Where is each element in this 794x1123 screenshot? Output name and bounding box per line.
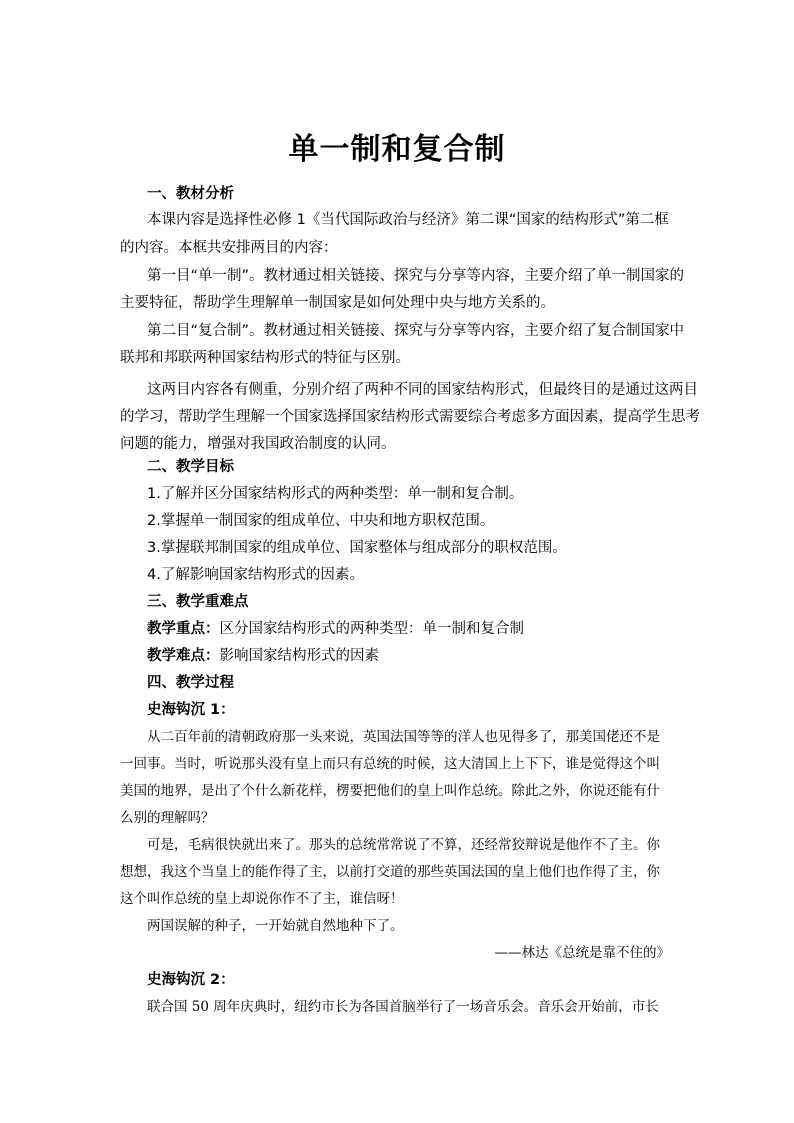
difficulty-text: 影响国家结构形式的因素 <box>219 648 379 664</box>
paragraph-line: 这两目内容各有侧重，分别介绍了两种不同的国家结构形式，但最终目的是通过这两目 <box>147 382 698 398</box>
paragraph-line: 的内容。本框共安排两目的内容： <box>120 240 338 256</box>
key-point-line <box>147 619 703 639</box>
goal-item: 4.了解影响国家结构形式的因素。 <box>147 567 364 583</box>
paragraph-line: 的学习，帮助学生理解一个国家选择国家结构形式需要综合考虑多方面因素，提高学生思考 <box>120 409 700 425</box>
quote-line: 这个叫作总统的皇上却说你作不了主，谁信呀！ <box>120 891 404 907</box>
story-heading-1: 史海钩沉 1： <box>147 702 235 718</box>
paragraph-line: 第一目“单一制”。教材通过相关链接、探究与分享等内容，主要介绍了单一制国家的 <box>147 268 685 284</box>
key-point-text: 区分国家结构形式的两种类型：单一制和复合制 <box>219 621 524 637</box>
section-heading-teaching-goals: 二、教学目标 <box>147 459 234 475</box>
quote-line: 两国误解的种子，一开始就自然地种下了。 <box>147 918 404 934</box>
goal-item: 3.掌握联邦制国家的组成单位、国家整体与组成部分的职权范围。 <box>147 540 567 556</box>
page-title: 单一制和复合制 <box>288 132 506 167</box>
quote-source: ——林达《总统是靠不住的》 <box>494 945 670 961</box>
section-heading-teaching-process: 四、教学过程 <box>147 675 234 691</box>
quote-line: 么别的理解吗？ <box>120 810 215 826</box>
section-heading-key-points: 三、教学重难点 <box>147 594 249 610</box>
difficulty-line <box>147 646 703 666</box>
goal-item: 2.掌握单一制国家的组成单位、中央和地方职权范围。 <box>147 513 495 529</box>
quote-line: 美国的地界，是出了个什么新花样，楞要把他们的皇上叫作总统。除此之外，你说还能有什 <box>120 783 660 799</box>
paragraph-line: 第二目“复合制”。教材通过相关链接、探究与分享等内容，主要介绍了复合制国家中 <box>147 323 685 339</box>
quote-line: 一回事。当时，听说那头没有皇上而只有总统的时候，这大清国上上下下，谁是觉得这个叫 <box>120 756 660 772</box>
paragraph-line: 联邦和邦联两种国家结构形式的特征与区别。 <box>120 350 410 366</box>
goal-item: 1.了解并区分国家结构形式的两种类型：单一制和复合制。 <box>147 486 524 502</box>
quote-line: 想想，我这个当皇上的能作得了主，以前打交道的那些英国法国的皇上他们也作得了主，你 <box>120 864 660 880</box>
difficulty-label: 教学难点： <box>147 648 220 664</box>
paragraph-line: 本课内容是选择性必修 1《当代国际政治与经济》第二课“国家的结构形式”第二框 <box>147 212 669 228</box>
quote-line: 从二百年前的清朝政府那一头来说，英国法国等等的洋人也见得多了，那美国佬还不是 <box>147 729 660 745</box>
quote-line: 可是，毛病很快就出来了。那头的总统常常说了不算，还经常狡辩说是他作不了主。你 <box>147 837 660 853</box>
paragraph-line: 主要特征，帮助学生理解单一制国家是如何处理中央与地方关系的。 <box>120 295 555 311</box>
quote-line: 联合国 50 周年庆典时，纽约市长为各国首脑举行了一场音乐会。音乐会开始前，市长 <box>147 999 659 1015</box>
story-heading-2: 史海钩沉 2： <box>147 972 235 988</box>
section-heading-material-analysis: 一、教材分析 <box>147 186 234 202</box>
paragraph-line: 问题的能力，增强对我国政治制度的认同。 <box>120 436 396 452</box>
key-point-label: 教学重点： <box>147 621 220 637</box>
